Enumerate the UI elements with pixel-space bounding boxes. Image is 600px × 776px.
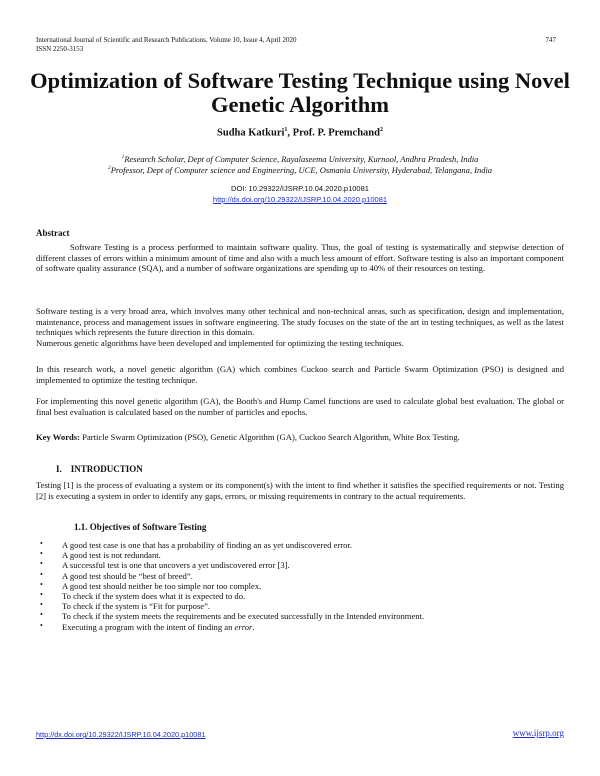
journal-name: International Journal of Scientific and Research Publications, Volume 10, Issue 4, April 2020 bbox=[36, 36, 297, 44]
affiliation-2 bbox=[0, 163, 600, 176]
aff-2-sup: 2 bbox=[107, 165, 111, 171]
bullet-icon: • bbox=[40, 539, 43, 548]
bullet-icon: • bbox=[40, 579, 43, 589]
bullet-icon: • bbox=[40, 620, 43, 630]
list-item: • A good test should be “best of breed”. bbox=[40, 569, 193, 581]
doi-link[interactable]: http://dx.doi.org/10.29322/IJSRP.10.04.2020.p10081 bbox=[212, 195, 388, 204]
bullet-icon: • bbox=[40, 549, 43, 559]
author-2: Prof. P. Premchand bbox=[292, 127, 380, 139]
doi-line bbox=[0, 194, 600, 205]
aff-1-sup: 1 bbox=[121, 154, 125, 160]
author-list bbox=[0, 127, 600, 139]
list-item: • To check if the system does what it is expected to do. bbox=[40, 590, 246, 602]
abstract-heading: Abstract bbox=[36, 228, 70, 238]
title-line-1: Optimization of Software Testing Technique using Novel bbox=[30, 68, 570, 93]
author-1: Sudha Katkuri bbox=[217, 127, 285, 139]
author-1-sup: 1 bbox=[284, 127, 288, 133]
intro-paragraph-1: Testing [1] is the process of evaluating a system or its component(s) with the intent to find whether it satisfies the specified requirements or not. Testing [2] is executing a system in order to identify any gaps, errors, or missing requirements in contrary to the actual requirements. bbox=[36, 480, 564, 501]
footer-site bbox=[480, 728, 564, 738]
paper-title bbox=[20, 69, 580, 117]
list-item: • A good test should neither be too simple nor too complex. bbox=[40, 579, 262, 591]
objectives-list bbox=[36, 540, 556, 632]
issn: ISSN 2250-3153 bbox=[36, 45, 84, 53]
title-line-2: Genetic Algorithm bbox=[210, 92, 390, 117]
abstract-paragraph-2: Software testing is a very broad area, which involves many other technical and non-technical areas, such as specification, design and implementation, maintenance, process and management issues in software engineering. The study focuses on the state of the art in testing techniques, as well as the latest techniques which represents the future direction in this domain. bbox=[36, 306, 564, 337]
aff-2-text: Professor, Dept of Computer science and Engineering, UCE, Osmania University, Hyderabad, Telangana, India bbox=[110, 164, 493, 175]
objectives-heading: 1.1. Objectives of Software Testing bbox=[74, 522, 207, 532]
author-2-sup: 2 bbox=[379, 127, 383, 133]
list-item: • To check if the system meets the requirements and be executed successfully in the Intended environment. bbox=[40, 610, 425, 622]
abstract-paragraph-4: For implementing this novel genetic algorithm (GA), the Booth's and Hump Camel functions are used to calculate global best evaluation. The global or final best evaluation is calculated based on the number of particles and epochs. bbox=[36, 396, 564, 417]
list-item: • To check if the system is “Fit for purpose”. bbox=[40, 600, 211, 612]
list-item: • Executing a program with the intent of finding an error. bbox=[40, 620, 255, 632]
keywords bbox=[36, 432, 564, 443]
keywords-label: Key Words: bbox=[36, 432, 81, 442]
author-separator: , bbox=[287, 127, 293, 139]
bullet-icon: • bbox=[40, 600, 43, 610]
abstract-paragraph-3: In this research work, a novel genetic algorithm (GA) which combines Cuckoo search and Particle Swarm Optimization (PSO) is designed and implemented to optimize the testing technique. bbox=[36, 364, 564, 385]
list-item: • A good test is not redundant. bbox=[40, 549, 161, 561]
doi-text: DOI: 10.29322/IJSRP.10.04.2020.p10081 bbox=[231, 184, 369, 193]
bullet-icon: • bbox=[40, 590, 43, 600]
footer-site-link[interactable]: www.ijsrp.org bbox=[512, 728, 564, 738]
abstract-paragraph-2b: Numerous genetic algorithms have been developed and implemented for optimizing the testing techniques. bbox=[36, 338, 404, 348]
bullet-icon: • bbox=[40, 559, 43, 569]
keywords-text: Particle Swarm Optimization (PSO), Genetic Algorithm (GA), Cuckoo Search Algorithm, White Box Testing. bbox=[80, 432, 460, 442]
page-number: 747 bbox=[545, 36, 556, 44]
list-item: • A successful test is one that uncovers a yet undiscovered error [3]. bbox=[40, 559, 290, 571]
intro-heading: I. INTRODUCTION bbox=[56, 464, 143, 474]
abstract-paragraph-1: Software Testing is a process performed to maintain software quality. Thus, the goal of testing is systematically and stepwise detection of different classes of errors within a minimum amount of time and also with a much less amount of effort. Software testing is also an important component of software quality assurance (SQA), and a number of software organizations are spending up to 40% of their resources on testing. bbox=[36, 242, 564, 273]
list-item: • A good test case is one that has a probability of finding an as yet undiscovered error. bbox=[40, 539, 352, 550]
bullet-icon: • bbox=[40, 569, 43, 579]
journal-header bbox=[36, 36, 296, 54]
bullet-icon: • bbox=[40, 610, 43, 620]
footer-doi-link[interactable]: http://dx.doi.org/10.29322/IJSRP.10.04.2020.p10081 bbox=[36, 730, 206, 739]
aff-1-text: Research Scholar, Dept of Computer Science, Rayalaseema University, Kurnool, Andhra Pradesh, India bbox=[124, 153, 479, 164]
footer-doi bbox=[36, 730, 205, 739]
